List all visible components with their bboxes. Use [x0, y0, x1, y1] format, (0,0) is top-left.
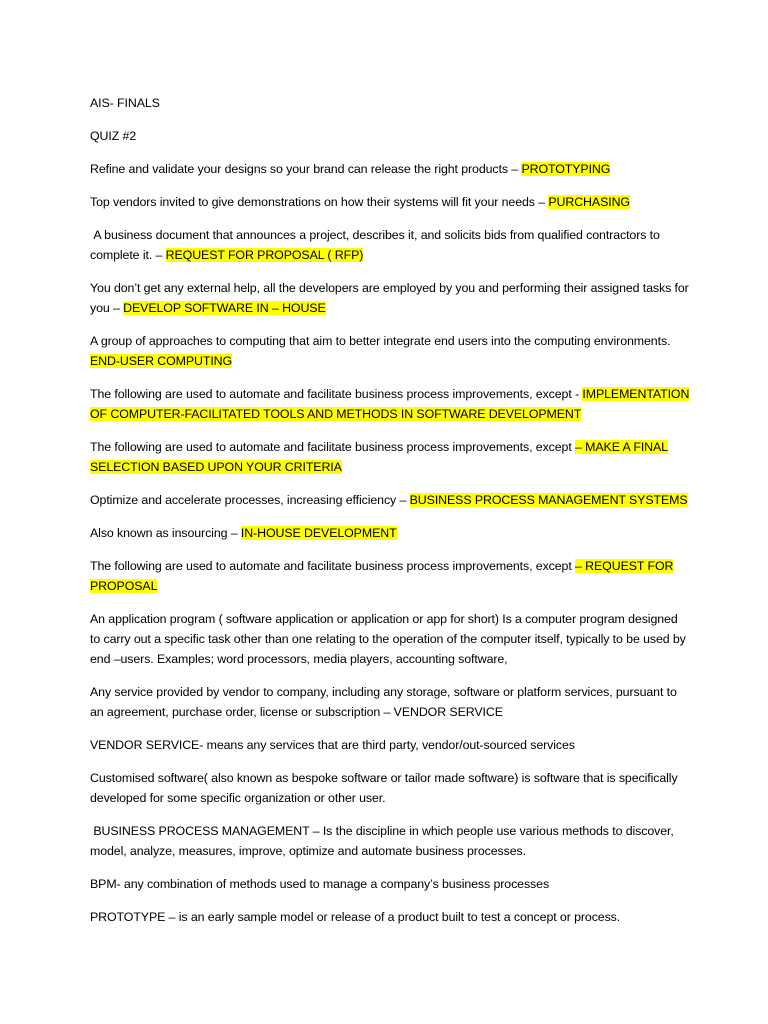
note-paragraph: An application program ( software application or application or app for short) Is a computer program designed to carry out a specific task other than one relating to the operation of the computer itself, typically to be used by end –users. Examples; word processors, media players, accounting software,	[90, 612, 686, 666]
note-paragraph: PROTOTYPE – is an early sample model or release of a product built to test a concept or process.	[90, 910, 621, 924]
note-paragraph: VENDOR SERVICE- means any services that are third party, vendor/out-sourced services	[90, 738, 575, 752]
question-text: Top vendors invited to give demonstrations on how their systems will fit your needs –	[90, 195, 549, 209]
quiz-item	[90, 225, 690, 265]
quiz-item	[90, 278, 690, 318]
highlighted-answer: – MAKE A FINAL SELECTION BASED UPON YOUR CRITERIA	[90, 440, 668, 474]
quiz-item	[90, 523, 690, 543]
highlighted-answer: END-USER COMPUTING	[90, 354, 233, 368]
quiz-item	[90, 192, 690, 212]
note-paragraph: BPM- any combination of methods used to manage a company’s business processes	[90, 877, 550, 891]
highlighted-answer: PROTOTYPING	[521, 162, 611, 176]
highlighted-answer: PURCHASING	[548, 195, 630, 209]
question-text: The following are used to automate and facilitate business process improvements, except	[90, 559, 576, 573]
note-paragraph: Customised software( also known as bespoke software or tailor made software) is software that is specifically developed for some specific organization or other user.	[90, 771, 678, 805]
note-paragraph: BUSINESS PROCESS MANAGEMENT – Is the discipline in which people use various methods to discover, model, analyze, measures, improve, optimize and automate business processes.	[90, 824, 678, 858]
quiz-item	[90, 490, 690, 510]
quiz-item	[90, 556, 690, 596]
highlighted-answer: REQUEST FOR PROPOSAL ( RFP)	[165, 248, 364, 262]
quiz-item	[90, 384, 690, 424]
highlighted-answer: – REQUEST FOR PROPOSAL	[90, 559, 674, 593]
highlighted-answer: BUSINESS PROCESS MANAGEMENT SYSTEMS	[409, 493, 688, 507]
document-page	[90, 93, 690, 940]
quiz-item	[90, 159, 690, 179]
question-text: Refine and validate your designs so your brand can release the right products –	[90, 162, 522, 176]
question-text: The following are used to automate and facilitate business process improvements, except	[90, 440, 576, 454]
quiz-item	[90, 331, 690, 371]
question-text: A group of approaches to computing that aim to better integrate end users into the computing environments.	[90, 334, 671, 348]
course-title: AIS- FINALS	[90, 96, 160, 110]
quiz-title: QUIZ #2	[90, 129, 137, 143]
highlighted-answer: IN-HOUSE DEVELOPMENT	[240, 526, 397, 540]
question-text: Optimize and accelerate processes, increasing efficiency –	[90, 493, 410, 507]
highlighted-answer: DEVELOP SOFTWARE IN – HOUSE	[123, 301, 326, 315]
highlighted-answer: IMPLEMENTATION OF COMPUTER-FACILITATED TOOLS AND METHODS IN SOFTWARE DEVELOPMENT	[90, 387, 690, 421]
question-text: A business document that announces a project, describes it, and solicits bids from qualified contractors to complete it. –	[90, 228, 664, 262]
question-text: The following are used to automate and facilitate business process improvements, except -	[90, 387, 583, 401]
quiz-item	[90, 437, 690, 477]
question-text: Also known as insourcing –	[90, 526, 241, 540]
note-paragraph: Any service provided by vendor to company, including any storage, software or platform services, pursuant to an agreement, purchase order, license or subscription – VENDOR SERVICE	[90, 685, 677, 719]
question-text: You don’t get any external help, all the developers are employed by you and performing their assigned tasks for you –	[90, 281, 689, 315]
